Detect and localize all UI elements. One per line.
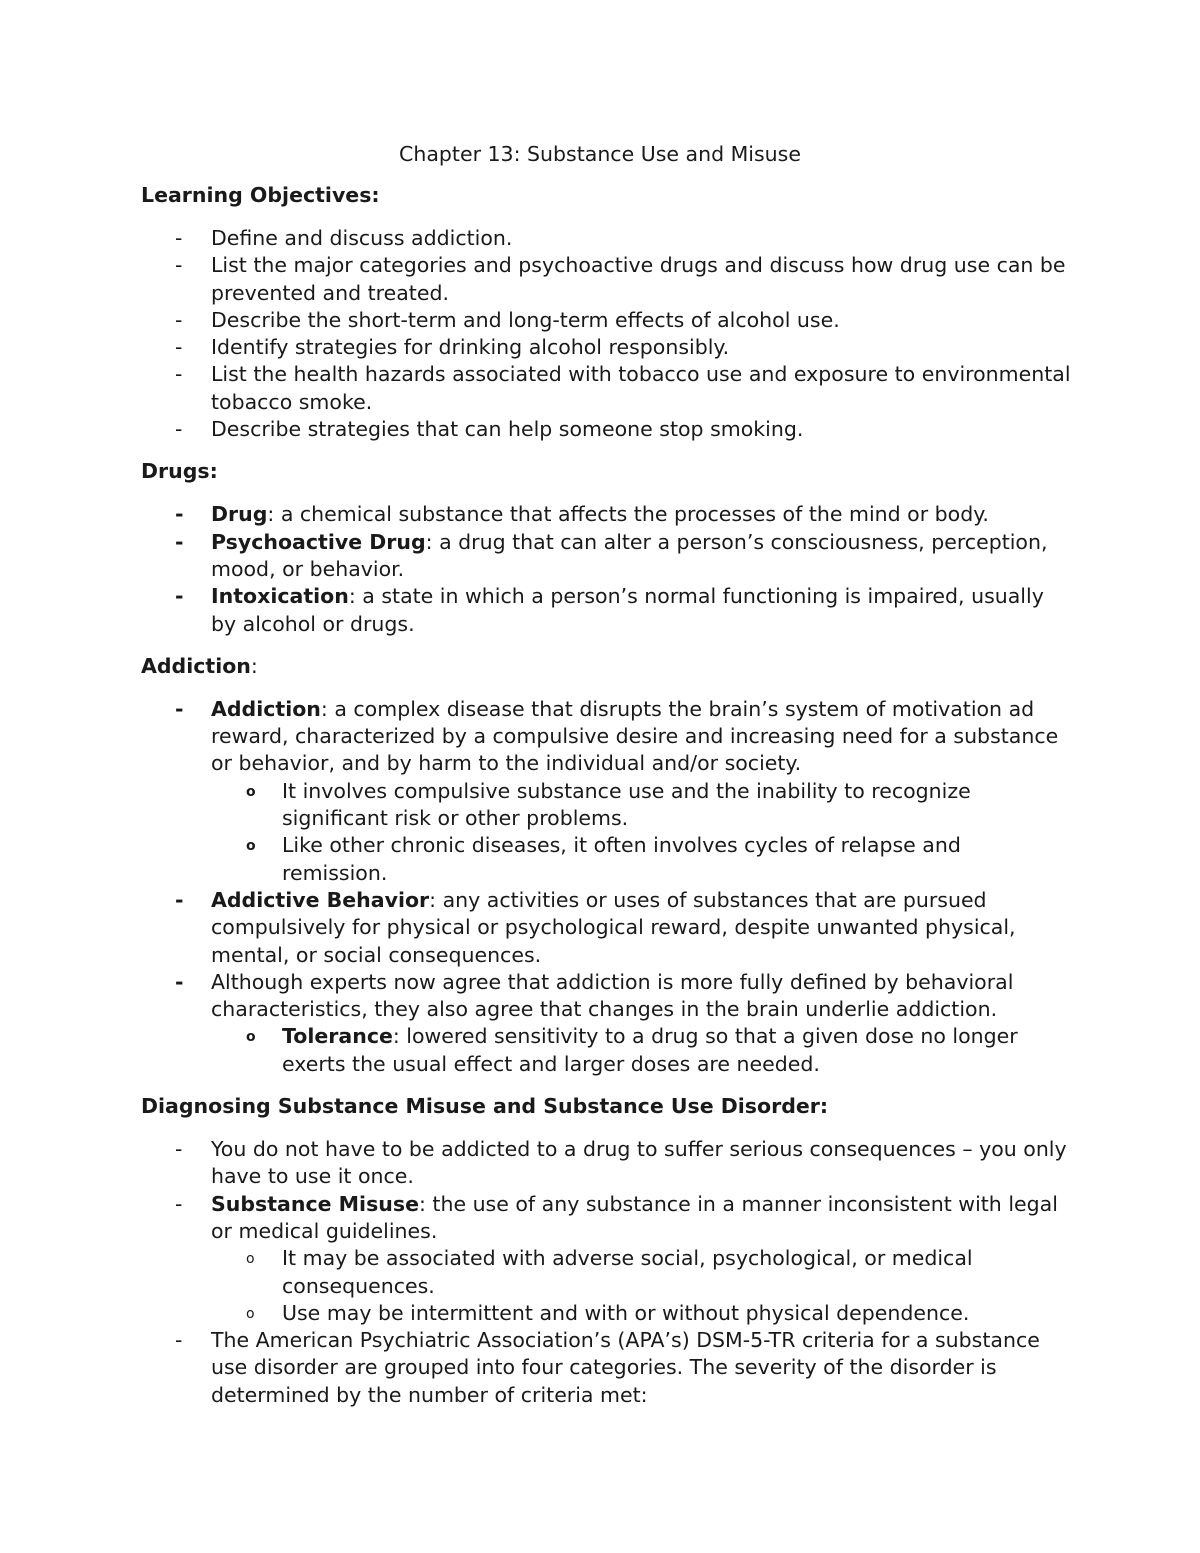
dash-bullet: - xyxy=(175,1328,183,1353)
definition-term: Tolerance xyxy=(282,1024,393,1049)
sub-list xyxy=(211,778,1071,887)
list-item-text: Describe the short-term and long-term effects of alcohol use. xyxy=(211,307,840,332)
dash-bullet: - xyxy=(175,253,183,278)
circle-bullet: o xyxy=(246,1305,255,1322)
section-heading-colon: : xyxy=(250,653,258,678)
definition-text: : a state in which a person’s normal functioning is impaired, usually by alcohol or drugs. xyxy=(211,584,1044,636)
addiction-list xyxy=(141,696,1071,1078)
drugs-list xyxy=(141,501,1071,637)
diagnosing-list xyxy=(141,1136,1071,1409)
list-item xyxy=(141,1136,1071,1191)
dash-bullet: - xyxy=(175,335,183,360)
definition-item xyxy=(141,696,1071,887)
dash-bullet: - xyxy=(175,887,184,912)
sub-list-item xyxy=(211,778,1071,833)
sub-list xyxy=(211,1023,1071,1078)
sub-list-item-text: Like other chronic diseases, it often involves cycles of relapse and remission. xyxy=(282,833,961,885)
objectives-list xyxy=(141,225,1071,443)
section-heading-diagnosing: Diagnosing Substance Misuse and Substance Use Disorder: xyxy=(141,1094,829,1119)
section-heading-objectives: Learning Objectives: xyxy=(141,183,380,207)
definition-text: : the use of any substance in a manner inconsistent with legal or medical guidelines. xyxy=(211,1191,1058,1243)
sub-list-item xyxy=(211,832,1071,887)
dash-bullet: - xyxy=(175,307,183,332)
document-body xyxy=(141,182,1071,1424)
definition-item xyxy=(141,1191,1071,1327)
sub-list-item xyxy=(211,1023,1071,1078)
list-item xyxy=(141,225,1071,252)
list-item xyxy=(141,252,1071,307)
dash-bullet: - xyxy=(175,696,184,721)
sub-list xyxy=(211,1245,1071,1327)
section-heading-text: Addiction xyxy=(141,653,251,678)
dash-bullet: - xyxy=(175,969,184,994)
list-item-text: Identify strategies for drinking alcohol responsibly. xyxy=(211,335,730,360)
dash-bullet: - xyxy=(175,226,183,250)
list-item-text: The American Psychiatric Association’s (APA’s) DSM-5-TR criteria for a substance use disorder are grouped into four categories. The severity of the disorder is determined by the number of criteria met: xyxy=(211,1328,1040,1407)
definition-item xyxy=(141,887,1071,969)
definition-text: : a drug that can alter a person’s consciousness, perception, mood, or behavior. xyxy=(211,529,1048,581)
section-heading-drugs: Drugs: xyxy=(141,459,218,484)
definition-term: Substance Misuse xyxy=(211,1191,419,1216)
circle-bullet: o xyxy=(246,838,256,855)
document-title: Chapter 13: Substance Use and Misuse xyxy=(399,142,801,166)
definition-item xyxy=(141,583,1071,638)
circle-bullet: o xyxy=(246,1029,256,1046)
list-item xyxy=(141,969,1071,1078)
definition-term: Drug xyxy=(211,502,268,527)
sub-list-item xyxy=(211,1245,1071,1300)
list-item-text: You do not have to be addicted to a drug to suffer serious consequences – you only have to use it once. xyxy=(211,1137,1067,1189)
list-item-text: Define and discuss addiction. xyxy=(211,226,513,250)
dash-bullet: - xyxy=(175,417,183,442)
definition-text: : a chemical substance that affects the processes of the mind or body. xyxy=(267,502,989,527)
section-heading-addiction xyxy=(141,653,1071,680)
definition-term: Intoxication xyxy=(211,584,349,609)
list-item xyxy=(141,307,1071,334)
dash-bullet: - xyxy=(175,1191,183,1216)
list-item-text: Describe strategies that can help someone stop smoking. xyxy=(211,417,804,442)
circle-bullet: o xyxy=(246,783,256,800)
definition-text: : any activities or uses of substances that are pursued compulsively for physical or psychological reward, despite unwanted physical, mental, or social consequences. xyxy=(211,887,1016,967)
sub-list-item-text: Use may be intermittent and with or without physical dependence. xyxy=(282,1300,970,1325)
circle-bullet: o xyxy=(246,1251,255,1268)
list-item xyxy=(141,416,1071,443)
sub-list-item-text: It involves compulsive substance use and the inability to recognize significant risk or other problems. xyxy=(282,778,971,831)
list-item-text: List the health hazards associated with tobacco use and exposure to environmental tobacco smoke. xyxy=(211,362,1071,414)
list-item xyxy=(141,361,1071,416)
dash-bullet: - xyxy=(175,362,183,387)
dash-bullet: - xyxy=(175,1137,183,1162)
dash-bullet: - xyxy=(175,584,184,609)
definition-text: : lowered sensitivity to a drug so that a given dose no longer exerts the usual effect and larger doses are needed. xyxy=(282,1024,1018,1076)
dash-bullet: - xyxy=(175,529,184,554)
sub-list-item xyxy=(211,1300,1071,1327)
definition-item xyxy=(141,529,1071,584)
definition-term: Addictive Behavior xyxy=(211,887,430,912)
list-item-text: List the major categories and psychoactive drugs and discuss how drug use can be prevented and treated. xyxy=(211,253,1066,305)
definition-text: : a complex disease that disrupts the brain’s system of motivation ad reward, characterized by a compulsive desire and increasing need for a substance or behavior, and by harm to the individual and/or society. xyxy=(211,696,1059,776)
dash-bullet: - xyxy=(175,502,184,527)
list-item xyxy=(141,334,1071,361)
definition-term: Psychoactive Drug xyxy=(211,529,426,554)
list-item xyxy=(141,1327,1071,1409)
list-item-text: Although experts now agree that addiction is more fully defined by behavioral characteristics, they also agree that changes in the brain underlie addiction. xyxy=(211,969,1014,1022)
definition-item xyxy=(141,501,1071,528)
sub-list-item-text: It may be associated with adverse social, psychological, or medical consequences. xyxy=(282,1246,973,1298)
definition-term: Addiction xyxy=(211,696,321,721)
